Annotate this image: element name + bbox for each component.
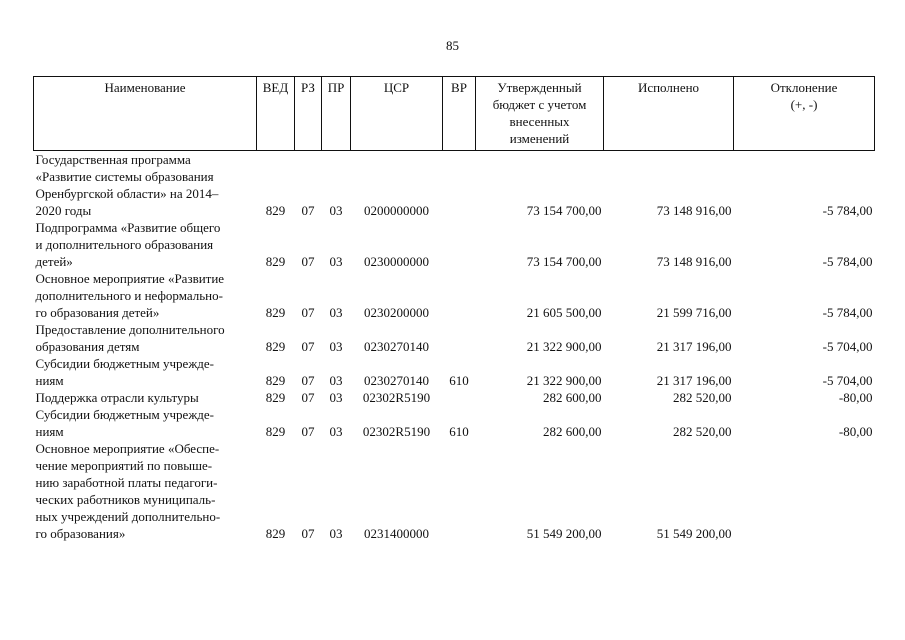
row-csr: 0230200000	[364, 305, 429, 320]
row-deviation: -5 704,00	[822, 373, 873, 388]
header-vr: ВР	[443, 77, 476, 151]
header-name: Наименование	[34, 77, 257, 151]
table-row	[34, 151, 875, 220]
header-approved: Утвержденный бюджет с учетом внесенных изменений	[476, 77, 604, 151]
row-deviation: -80,00	[838, 390, 873, 405]
row-pr: 03	[329, 203, 343, 218]
header-rz: РЗ	[295, 77, 322, 151]
row-csr: 02302R5190	[362, 424, 431, 439]
row-deviation: -5 784,00	[822, 203, 873, 218]
row-deviation: -5 784,00	[822, 305, 873, 320]
row-csr: 0230270140	[364, 373, 429, 388]
row-csr: 02302R5190	[362, 390, 431, 405]
row-executed: 21 599 716,00	[656, 305, 732, 320]
table-header	[34, 77, 875, 151]
row-executed: 282 520,00	[673, 424, 732, 439]
row-name: Государственная программа «Развитие системы образования Оренбургской области» на 2014– 2020 годы	[35, 152, 219, 218]
row-approved: 73 154 700,00	[526, 254, 602, 269]
row-vr	[443, 440, 476, 542]
row-csr: 0231400000	[364, 526, 429, 541]
row-name: Предоставление дополнительного образования детям	[35, 322, 225, 354]
row-vr: 610	[449, 373, 469, 388]
row-name: Основное мероприятие «Развитие дополнительного и неформально- го образования детей»	[35, 271, 225, 320]
row-rz: 07	[301, 526, 315, 541]
row-ved: 829	[265, 203, 286, 218]
row-pr: 03	[329, 373, 343, 388]
row-vr	[443, 151, 476, 220]
row-executed: 73 148 916,00	[656, 203, 732, 218]
row-csr: 0200000000	[364, 203, 429, 218]
row-rz: 07	[301, 203, 315, 218]
row-approved: 73 154 700,00	[526, 203, 602, 218]
row-csr: 0230270140	[364, 339, 429, 354]
row-executed: 51 549 200,00	[656, 526, 732, 541]
table-row	[34, 321, 875, 355]
row-deviation: -5 704,00	[822, 339, 873, 354]
row-rz: 07	[301, 373, 315, 388]
header-pr: ПР	[322, 77, 351, 151]
row-pr: 03	[329, 305, 343, 320]
table-body	[34, 151, 875, 543]
table-row	[34, 270, 875, 321]
table-row	[34, 355, 875, 389]
row-pr: 03	[329, 424, 343, 439]
row-pr: 03	[329, 390, 343, 405]
table-row	[34, 440, 875, 542]
row-executed: 282 520,00	[673, 390, 732, 405]
row-deviation	[734, 440, 875, 542]
row-executed: 73 148 916,00	[656, 254, 732, 269]
row-ved: 829	[265, 424, 286, 439]
row-rz: 07	[301, 339, 315, 354]
page-number: 85	[446, 38, 459, 53]
header-deviation: Отклонение (+, -)	[734, 77, 875, 151]
row-ved: 829	[265, 526, 286, 541]
row-approved: 21 322 900,00	[526, 339, 602, 354]
row-vr: 610	[449, 424, 469, 439]
row-executed: 21 317 196,00	[656, 339, 732, 354]
row-vr	[443, 389, 476, 406]
row-deviation: -5 784,00	[822, 254, 873, 269]
row-approved: 282 600,00	[543, 424, 602, 439]
row-deviation: -80,00	[838, 424, 873, 439]
row-csr: 0230000000	[364, 254, 429, 269]
row-rz: 07	[301, 390, 315, 405]
row-executed: 21 317 196,00	[656, 373, 732, 388]
row-name: Подпрограмма «Развитие общего и дополнительного образования детей»	[35, 220, 221, 269]
row-approved: 51 549 200,00	[526, 526, 602, 541]
row-ved: 829	[265, 373, 286, 388]
row-vr	[443, 270, 476, 321]
budget-table	[33, 76, 875, 542]
header-ved: ВЕД	[257, 77, 295, 151]
row-ved: 829	[265, 305, 286, 320]
row-vr	[443, 321, 476, 355]
row-rz: 07	[301, 424, 315, 439]
row-name: Субсидии бюджетным учрежде- ниям	[35, 356, 215, 388]
row-pr: 03	[329, 526, 343, 541]
row-approved: 21 322 900,00	[526, 373, 602, 388]
table-row	[34, 406, 875, 440]
row-rz: 07	[301, 254, 315, 269]
row-approved: 21 605 500,00	[526, 305, 602, 320]
row-name: Поддержка отрасли культуры	[35, 390, 199, 405]
row-name: Основное мероприятие «Обеспе- чение мероприятий по повыше- нию заработной платы педагоги- ческих работников муниципаль- ных учреждений дополнительно- го образования»	[35, 441, 221, 541]
row-name: Субсидии бюджетным учрежде- ниям	[35, 407, 215, 439]
header-csr: ЦСР	[351, 77, 443, 151]
row-pr: 03	[329, 339, 343, 354]
row-pr: 03	[329, 254, 343, 269]
row-ved: 829	[265, 390, 286, 405]
table-row	[34, 219, 875, 270]
row-vr	[443, 219, 476, 270]
table-row	[34, 389, 875, 406]
header-executed: Исполнено	[604, 77, 734, 151]
row-ved: 829	[265, 339, 286, 354]
row-rz: 07	[301, 305, 315, 320]
row-ved: 829	[265, 254, 286, 269]
row-approved: 282 600,00	[543, 390, 602, 405]
